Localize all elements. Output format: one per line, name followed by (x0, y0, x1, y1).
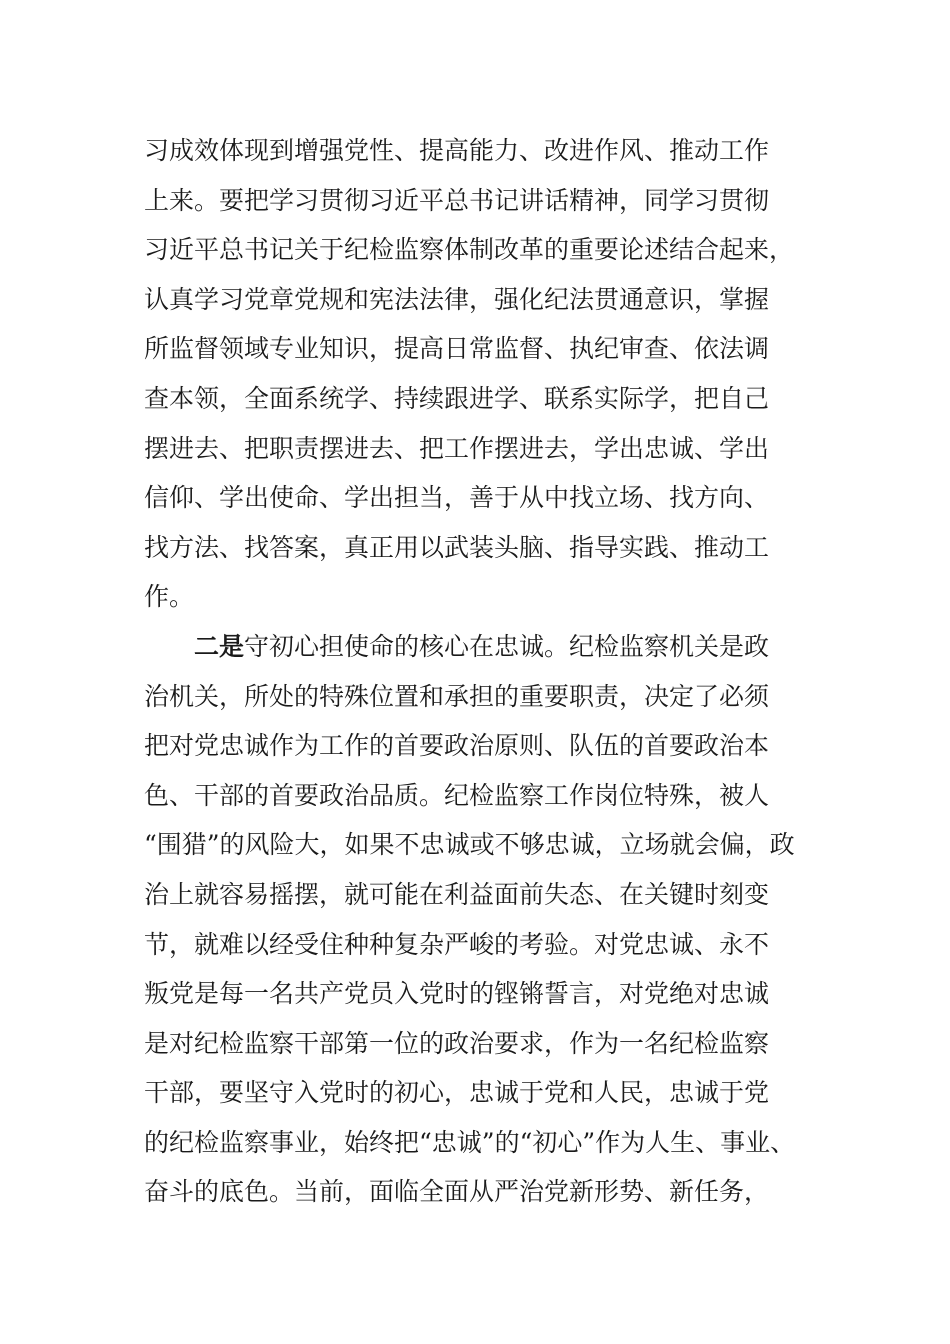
text-line-first (144, 622, 824, 672)
text-line: 上来。要把学习贯彻习近平总书记讲话精神，同学习贯彻 (144, 185, 770, 215)
text-line: 治机关，所处的特殊位置和承担的重要职责，决定了必须 (144, 681, 770, 711)
text-line: 查本领，全面系统学、持续跟进学、联系实际学，把自己 (144, 383, 770, 413)
text-line: “围猎”的风险大，如果不忠诚或不够忠诚，立场就会偏，政 (144, 830, 795, 860)
text-line: 习近平总书记关于纪检监察体制改革的重要论述结合起来， (144, 235, 795, 265)
text-line: 奋斗的底色。当前，面临全面从严治党新形势、新任务， (144, 1177, 770, 1207)
text-line: 习成效体现到增强党性、提高能力、改进作风、推动工作 (144, 136, 770, 165)
text-line: 是对纪检监察干部第一位的政治要求，作为一名纪检监察 (144, 1028, 770, 1058)
text-line: 治上就容易摇摆，就可能在利益面前失态、在关键时刻变 (144, 879, 770, 909)
text-line: 的纪检监察事业，始终把“忠诚”的“初心”作为人生、事业、 (144, 1127, 796, 1157)
text-line: 干部，要坚守入党时的初心，忠诚于党和人民，忠诚于党 (144, 1078, 770, 1108)
text-line: 摆进去、把职责摆进去、把工作摆进去，学出忠诚、学出 (144, 433, 770, 463)
paragraph-first-text: 守初心担使命的核心在忠诚。纪检监察机关是政 (244, 631, 770, 661)
body-text (144, 126, 824, 1217)
text-line: 叛党是每一名共产党员入党时的铿锵誓言，对党绝对忠诚 (144, 979, 770, 1009)
text-line: 色、干部的首要政治品质。纪检监察工作岗位特殊，被人 (144, 780, 770, 810)
text-line: 把对党忠诚作为工作的首要政治原则、队伍的首要政治本 (144, 731, 770, 761)
text-line: 所监督领域专业知识，提高日常监督、执纪审查、依法调 (144, 334, 770, 364)
paragraph-1 (144, 126, 824, 622)
text-line: 找方法、找答案，真正用以武装头脑、指导实践、推动工 (144, 532, 770, 562)
text-line: 节，就难以经受住种种复杂严峻的考验。对党忠诚、永不 (144, 929, 770, 959)
paragraph-lead: 二是 (194, 631, 245, 661)
text-line: 认真学习党章党规和宪法法律，强化纪法贯通意识，掌握 (144, 284, 770, 314)
text-line: 信仰、学出使命、学出担当，善于从中找立场、找方向、 (144, 483, 770, 513)
text-line: 作。 (144, 582, 195, 612)
paragraph-2 (144, 622, 824, 1217)
